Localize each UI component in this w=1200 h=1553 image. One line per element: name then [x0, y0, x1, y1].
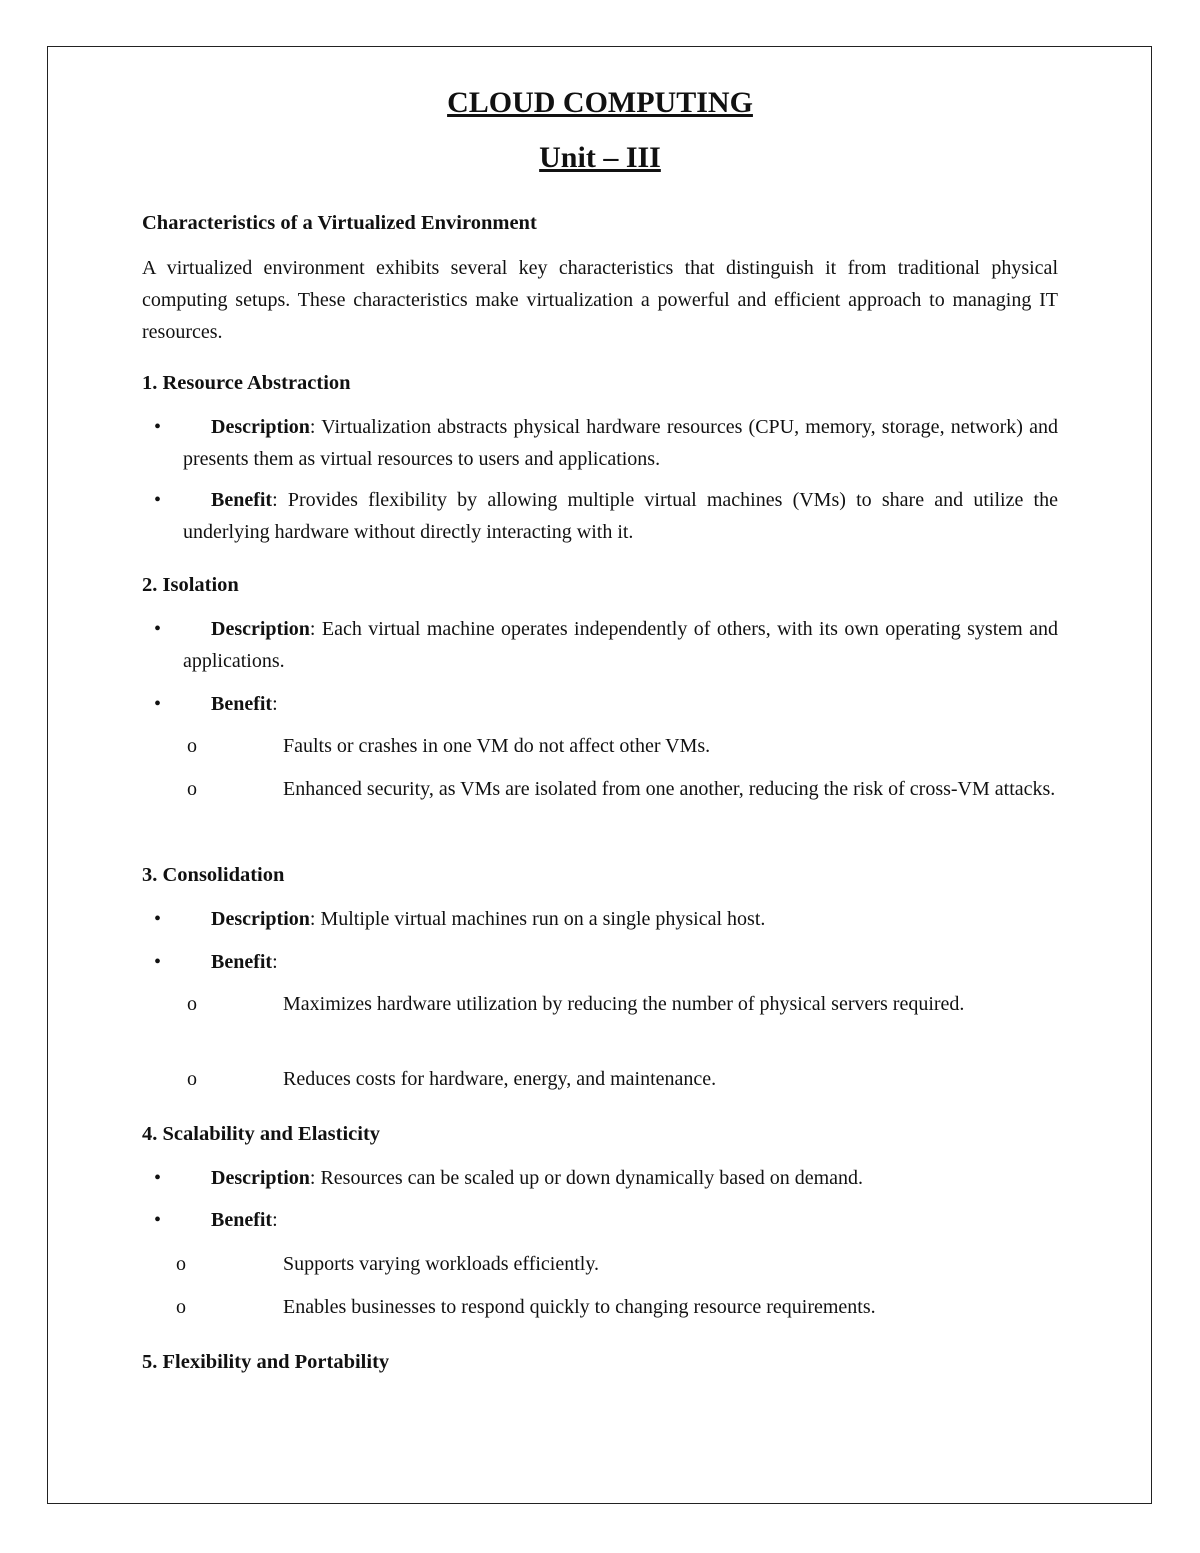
benefit-text: : Provides flexibility by allowing multiple virtual machines (VMs) to share and utilize the underlying hardware without directly interacting with it.: [183, 489, 1058, 543]
section-heading: 3. Consolidation: [142, 864, 285, 886]
sub-bullet-icon: o: [176, 1296, 186, 1318]
bullet-icon: •: [154, 1167, 162, 1189]
bullet-icon: •: [154, 489, 162, 511]
sub-item-text: Enables businesses to respond quickly to changing resource requirements.: [283, 1296, 876, 1318]
benefit-text: :: [272, 693, 278, 715]
benefit-item: [142, 1204, 1058, 1236]
benefit-item: [142, 484, 1058, 548]
sub-bullet-icon: o: [176, 1253, 186, 1275]
bullet-icon: •: [154, 951, 162, 973]
benefit-label: Benefit: [211, 693, 273, 715]
description-item: [142, 411, 1058, 475]
sub-bullet-icon: o: [187, 735, 197, 757]
sub-list-item: [142, 773, 1058, 805]
section-heading: 5. Flexibility and Portability: [142, 1351, 390, 1373]
description-text: : Multiple virtual machines run on a single physical host.: [309, 908, 766, 930]
section-heading: 4. Scalability and Elasticity: [142, 1123, 381, 1145]
description-label: Description: [211, 416, 310, 438]
sub-bullet-icon: o: [187, 778, 197, 800]
description-item: [142, 1162, 1058, 1194]
sub-item-text: Faults or crashes in one VM do not affect other VMs.: [283, 735, 711, 757]
benefit-label: Benefit: [211, 951, 273, 973]
section-heading: 1. Resource Abstraction: [142, 372, 351, 394]
sub-list-item: [142, 1291, 1058, 1323]
sub-item-text: Enhanced security, as VMs are isolated from one another, reducing the risk of cross-VM attacks.: [283, 778, 1056, 800]
bullet-icon: •: [154, 618, 162, 640]
description-label: Description: [211, 1167, 310, 1189]
bullet-icon: •: [154, 1209, 162, 1231]
sub-bullet-icon: o: [187, 993, 197, 1015]
benefit-text: :: [272, 1209, 278, 1231]
sub-list-item: [142, 1063, 1058, 1095]
description-text: : Virtualization abstracts physical hardware resources (CPU, memory, storage, network) and presents them as virtual resources to users and applications.: [183, 416, 1058, 470]
document-subtitle: Unit – III: [539, 141, 661, 174]
bullet-icon: •: [154, 908, 162, 930]
section-heading: 2. Isolation: [142, 574, 239, 596]
benefit-text: :: [272, 951, 278, 973]
sub-item-text: Maximizes hardware utilization by reducing the number of physical servers required.: [283, 993, 965, 1015]
benefit-label: Benefit: [211, 489, 273, 511]
description-item: [142, 613, 1058, 677]
sub-item-text: Supports varying workloads efficiently.: [283, 1253, 600, 1275]
sub-bullet-icon: o: [187, 1068, 197, 1090]
intro-heading: Characteristics of a Virtualized Environment: [142, 212, 537, 234]
description-item: [142, 903, 1058, 935]
bullet-icon: •: [154, 416, 162, 438]
sub-list-item: [142, 1248, 1058, 1280]
sub-list-item: [142, 730, 1058, 762]
benefit-label: Benefit: [211, 1209, 273, 1231]
intro-paragraph: A virtualized environment exhibits several key characteristics that distinguish it from traditional physical computing setups. These characteristics make virtualization a powerful and efficient approach to managing IT resources.: [142, 257, 1058, 343]
description-label: Description: [211, 618, 310, 640]
description-text: : Each virtual machine operates independently of others, with its own operating system and applications.: [183, 618, 1058, 672]
description-label: Description: [211, 908, 310, 930]
sub-list-item: [142, 988, 1058, 1020]
benefit-item: [142, 688, 1058, 720]
document-title: CLOUD COMPUTING: [447, 86, 753, 119]
description-text: : Resources can be scaled up or down dynamically based on demand.: [309, 1167, 864, 1189]
benefit-item: [142, 946, 1058, 978]
bullet-icon: •: [154, 693, 162, 715]
sub-item-text: Reduces costs for hardware, energy, and maintenance.: [283, 1068, 717, 1090]
